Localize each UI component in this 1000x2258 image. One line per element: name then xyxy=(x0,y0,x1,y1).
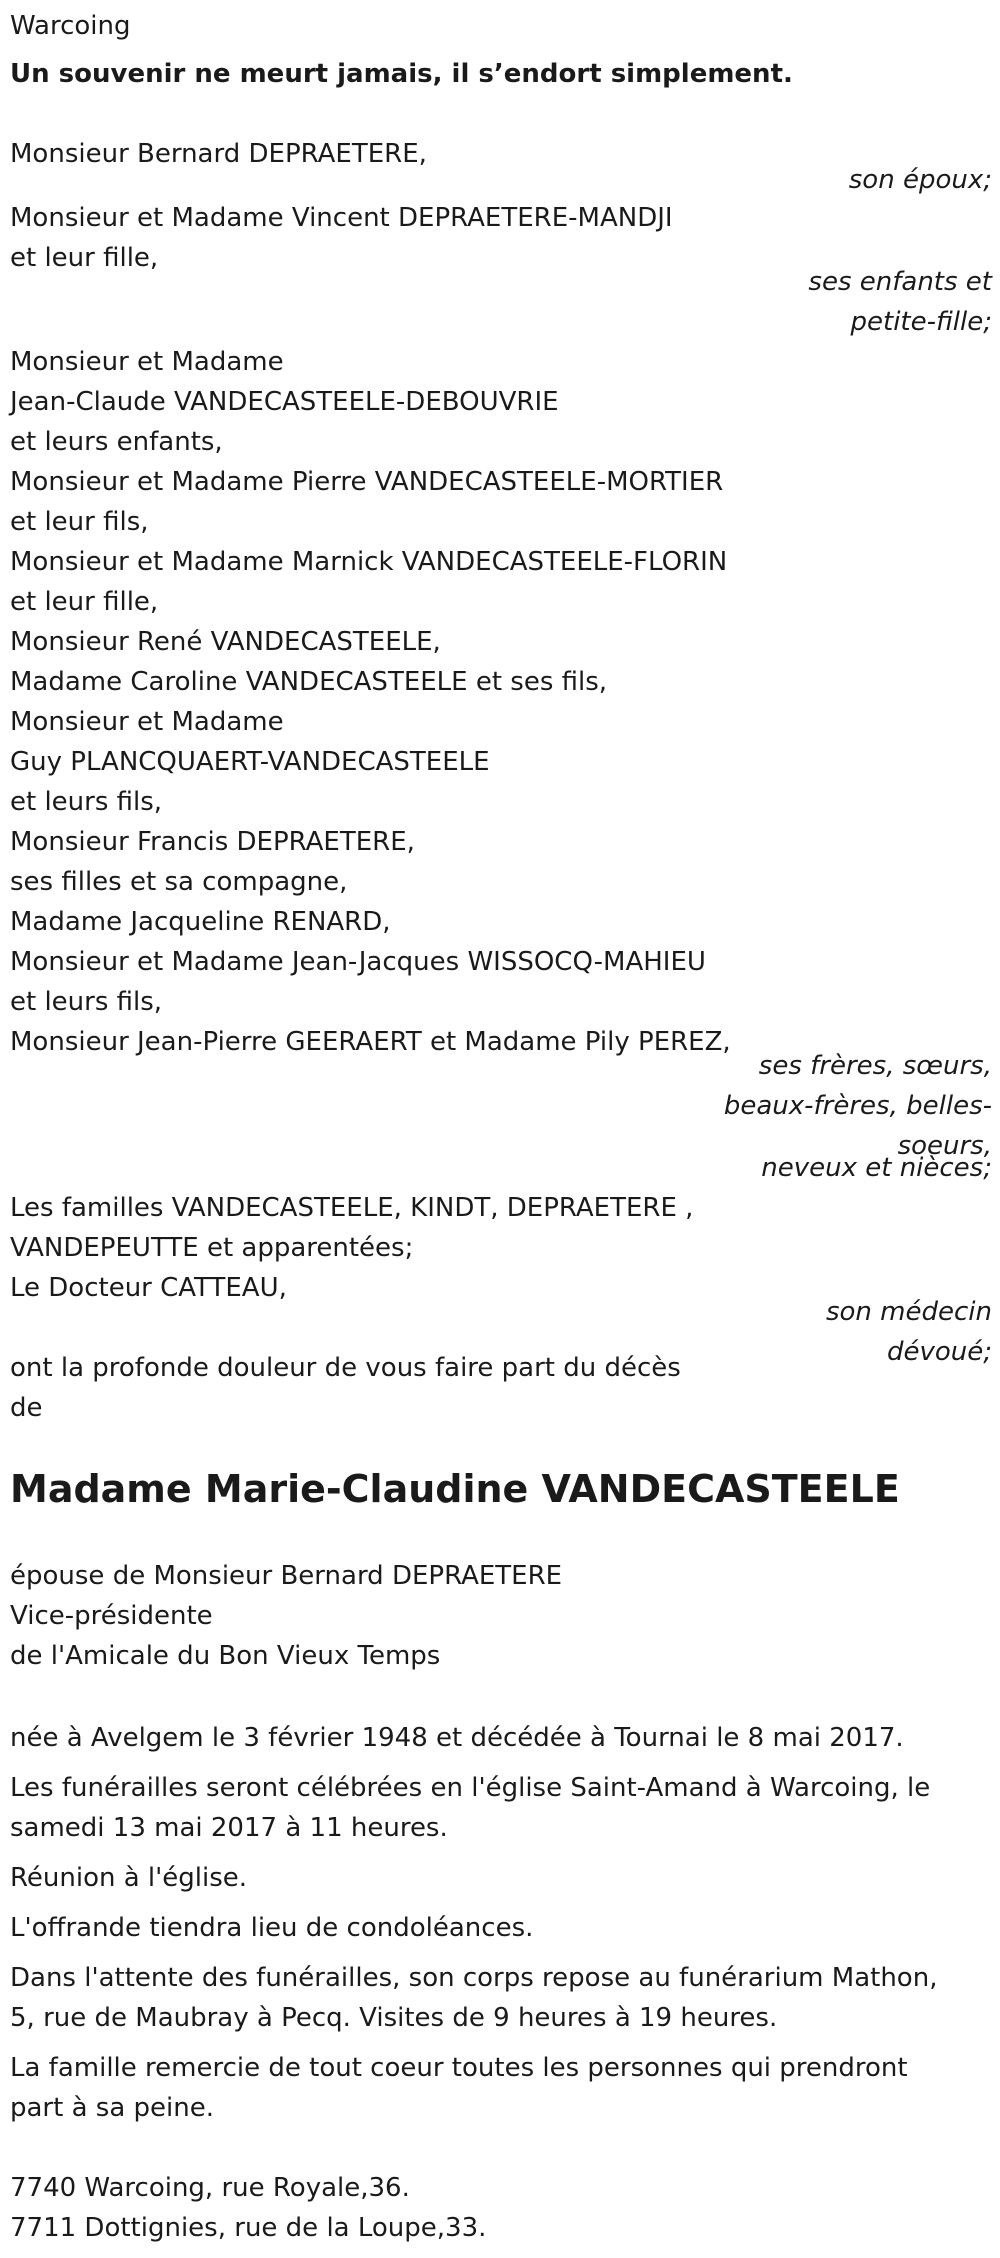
family-line: Monsieur et Madame Pierre VANDECASTEELE-MORTIER xyxy=(10,467,724,497)
family-line: Monsieur et Madame Jean-Jacques WISSOCQ-MAHIEU xyxy=(10,947,706,977)
family-line: Monsieur Jean-Pierre GEERAERT et Madame Pily PEREZ, xyxy=(10,1027,731,1057)
relation-label: son époux; xyxy=(848,165,992,195)
family-line: Madame Jacqueline RENARD, xyxy=(10,907,391,937)
family-line: Monsieur et Madame xyxy=(10,707,284,737)
header-quote: Un souvenir ne meurt jamais, il s’endort simplement. xyxy=(10,59,793,89)
relation-label: ses frères, sœurs, xyxy=(758,1051,992,1081)
family-line: VANDEPEUTTE et apparentées; xyxy=(10,1233,414,1263)
family-line: et leurs enfants, xyxy=(10,427,223,457)
relation-label: soeurs, xyxy=(897,1131,992,1161)
family-line: et leur fille, xyxy=(10,243,159,273)
family-line: et leur fille, xyxy=(10,587,159,617)
relation-label: son médecin xyxy=(825,1297,992,1327)
detail-line: Dans l'attente des funérailles, son corps repose au funérarium Mathon, xyxy=(10,1963,938,1993)
detail-line: L'offrande tiendra lieu de condoléances. xyxy=(10,1913,534,1943)
family-line: et leur fils, xyxy=(10,507,149,537)
detail-line: La famille remercie de tout coeur toutes les personnes qui prendront xyxy=(10,2053,908,2083)
family-line: de xyxy=(10,1393,43,1423)
family-line: Monsieur et Madame Marnick VANDECASTEELE-FLORIN xyxy=(10,547,728,577)
family-line: Madame Caroline VANDECASTEELE et ses fils, xyxy=(10,667,608,697)
family-line: et leurs fils, xyxy=(10,987,163,1017)
header-place: Warcoing xyxy=(10,11,131,41)
detail-line: née à Avelgem le 3 février 1948 et décédée à Tournai le 8 mai 2017. xyxy=(10,1723,904,1753)
family-line: ses filles et sa compagne, xyxy=(10,867,348,897)
relation-label: beaux-frères, belles- xyxy=(723,1091,992,1121)
relation-label: neveux et nièces; xyxy=(761,1153,992,1183)
deceased-line: de l'Amicale du Bon Vieux Temps xyxy=(10,1641,441,1671)
detail-line: samedi 13 mai 2017 à 11 heures. xyxy=(10,1813,448,1843)
family-line: Monsieur et Madame Vincent DEPRAETERE-MANDJI xyxy=(10,203,673,233)
detail-line: Les funérailles seront célébrées en l'église Saint-Amand à Warcoing, le xyxy=(10,1773,931,1803)
family-line: Monsieur Bernard DEPRAETERE, xyxy=(10,139,427,169)
relation-label: petite-fille; xyxy=(850,307,992,337)
detail-line: 5, rue de Maubray à Pecq. Visites de 9 heures à 19 heures. xyxy=(10,2003,778,2033)
family-line: Les familles VANDECASTEELE, KINDT, DEPRAETERE , xyxy=(10,1193,694,1223)
address-line: 7740 Warcoing, rue Royale,36. xyxy=(10,2173,410,2203)
family-line: et leurs fils, xyxy=(10,787,163,817)
detail-line: part à sa peine. xyxy=(10,2093,214,2123)
relation-label: dévoué; xyxy=(886,1337,992,1367)
deceased-line: Vice-présidente xyxy=(10,1601,213,1631)
deceased-name: Madame Marie-Claudine VANDECASTEELE xyxy=(10,1467,900,1511)
family-line: Monsieur Francis DEPRAETERE, xyxy=(10,827,415,857)
family-line: ont la profonde douleur de vous faire part du décès xyxy=(10,1353,681,1383)
family-line: Guy PLANCQUAERT-VANDECASTEELE xyxy=(10,747,490,777)
family-line: Le Docteur CATTEAU, xyxy=(10,1273,287,1303)
deceased-line: épouse de Monsieur Bernard DEPRAETERE xyxy=(10,1561,563,1591)
family-line: Jean-Claude VANDECASTEELE-DEBOUVRIE xyxy=(10,387,559,417)
relation-label: ses enfants et xyxy=(808,267,992,297)
detail-line: Réunion à l'église. xyxy=(10,1863,248,1893)
family-line: Monsieur et Madame xyxy=(10,347,284,377)
address-line: 7711 Dottignies, rue de la Loupe,33. xyxy=(10,2213,487,2243)
family-line: Monsieur René VANDECASTEELE, xyxy=(10,627,441,657)
